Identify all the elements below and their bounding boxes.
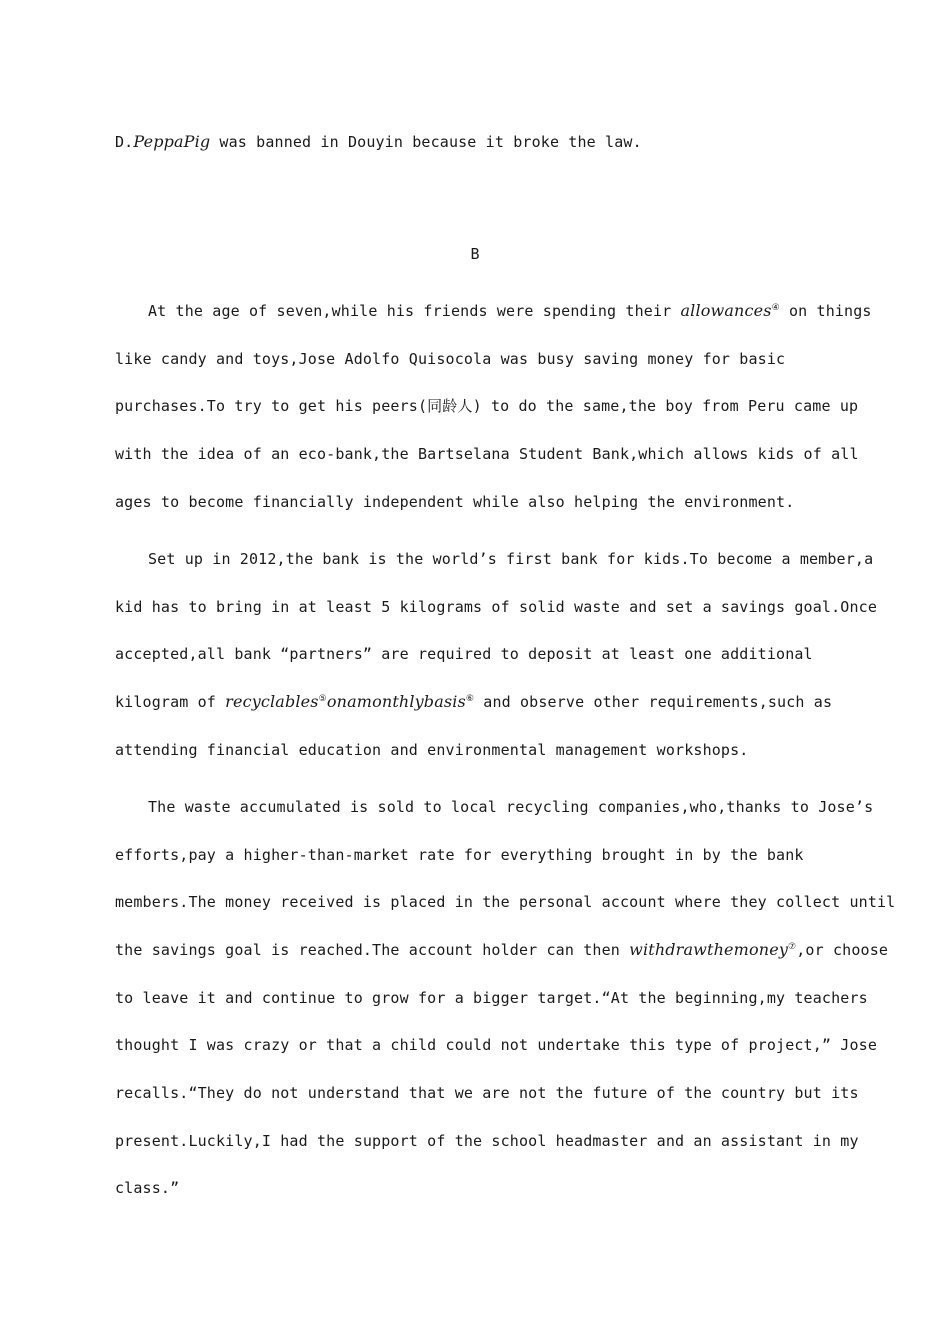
- option-d: [115, 132, 642, 152]
- p1-line-3: purchases.To try to get his peers(同龄人) to do the same,the boy from Peru came up: [115, 397, 859, 415]
- footnote-marker: ⑥: [465, 694, 475, 704]
- p2-line-4-text-b: and observe other requirements,such as: [474, 693, 833, 711]
- p1-line-1-text-a: At the age of seven,while his friends were spending their: [148, 302, 681, 320]
- section-heading: B: [470, 245, 480, 263]
- p2-line-4: [115, 692, 832, 712]
- footnote-marker: ⑤: [318, 694, 327, 704]
- p3-line-4-text-b: ,or choose: [796, 941, 889, 959]
- p3-line-2: efforts,pay a higher-than-market rate for everything brought in by the bank: [115, 846, 804, 864]
- p1-line-5: ages to become financially independent while also helping the environment.: [115, 493, 795, 511]
- p3-line-7: recalls.“They do not understand that we are not the future of the country but its: [115, 1084, 859, 1102]
- p1-line-2: like candy and toys,Jose Adolfo Quisocola was busy saving money for basic: [115, 350, 786, 368]
- p3-line-9: class.”: [115, 1179, 180, 1197]
- p3-line-6: thought I was crazy or that a child could not undertake this type of project,” Jose: [115, 1036, 878, 1054]
- p1-line-4: with the idea of an eco-bank,the Bartselana Student Bank,which allows kids of all: [115, 445, 859, 463]
- option-d-text: was banned in Douyin because it broke the law.: [210, 133, 642, 151]
- p2-line-3: accepted,all bank “partners” are required to deposit at least one additional: [115, 645, 813, 663]
- p3-line-8: present.Luckily,I had the support of the school headmaster and an assistant in my: [115, 1132, 859, 1150]
- option-d-prefix: D.: [115, 133, 134, 151]
- p3-line-4: [115, 940, 888, 960]
- option-d-title: PeppaPig: [133, 132, 211, 151]
- p2-line-1: Set up in 2012,the bank is the world’s first bank for kids.To become a member,a: [148, 550, 874, 568]
- p1-line-1: [148, 301, 872, 321]
- p2-line-2: kid has to bring in at least 5 kilograms of solid waste and set a savings goal.Once: [115, 598, 878, 616]
- p2-line-5: attending financial education and environmental management workshops.: [115, 741, 749, 759]
- p3-line-5: to leave it and continue to grow for a bigger target.“At the beginning,my teachers: [115, 989, 868, 1007]
- p3-line-1: The waste accumulated is sold to local recycling companies,who,thanks to Jose’s: [148, 798, 874, 816]
- term-recyclables: recyclables: [225, 692, 319, 711]
- footnote-marker: ④: [771, 303, 780, 313]
- term-withdraw-the-money: withdrawthemoney: [629, 940, 789, 959]
- p2-line-4-text-a: kilogram of: [115, 693, 226, 711]
- p1-line-1-text-b: on things: [779, 302, 872, 320]
- term-on-a-monthly-basis: onamonthlybasis: [326, 692, 466, 711]
- footnote-marker: ⑦: [788, 942, 797, 952]
- term-allowances: allowances: [680, 301, 772, 320]
- p3-line-3: members.The money received is placed in the personal account where they collect until: [115, 893, 896, 911]
- p3-line-4-text-a: the savings goal is reached.The account holder can then: [115, 941, 630, 959]
